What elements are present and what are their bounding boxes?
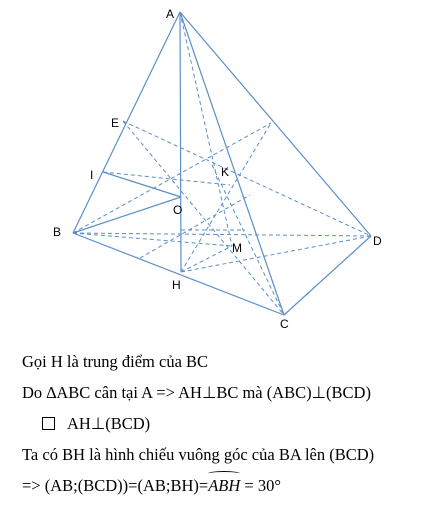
point-label-k: K: [221, 165, 230, 179]
segment-ec: [123, 121, 284, 315]
solution-text: [22, 346, 442, 501]
text-line-4: Ta có BH là hình chiếu vuông góc của BA lên (BCD): [22, 445, 375, 464]
point-label-a: A: [166, 7, 175, 21]
text-line-1: Gọi H là trung điểm của BC: [22, 352, 209, 371]
edge-bd: [73, 233, 371, 236]
text-line-5-value: = 30°: [240, 476, 281, 495]
text-line-2-content: Do ∆ABC cân tại A => AH⊥BC mà (ABC)⊥(BCD): [22, 383, 371, 402]
point-label-b: B: [53, 225, 62, 239]
implies-arrow-icon: [42, 417, 55, 430]
text-line-5: [22, 470, 442, 501]
text-line-3: [22, 408, 442, 439]
edge-ad: [180, 12, 371, 236]
segment-am: [180, 12, 232, 246]
point-label-e: E: [111, 116, 120, 130]
segment-ah: [180, 12, 181, 272]
segment-hd: [181, 236, 371, 272]
segment-bk: [73, 123, 271, 233]
edge-cd: [284, 236, 371, 315]
text-line-3-content: AH⊥(BCD): [67, 414, 151, 433]
angle-abh: ABH: [208, 470, 240, 501]
segment-bm: [73, 233, 232, 246]
edge-bc: [73, 233, 284, 315]
text-line-2: [22, 377, 442, 408]
point-label-d: D: [373, 234, 382, 248]
segment-io: [103, 172, 181, 197]
point-label-h: H: [172, 278, 181, 292]
segment-kc: [212, 165, 284, 315]
segment-ed: [123, 121, 371, 236]
point-label-m: M: [232, 241, 242, 255]
segment-bo: [73, 197, 181, 233]
text-line-5-prefix: => (AB;(BCD))=(AB;BH)=: [22, 476, 209, 495]
point-label-i: I: [90, 168, 94, 182]
point-label-o: O: [173, 203, 183, 217]
point-label-c: C: [280, 317, 289, 331]
